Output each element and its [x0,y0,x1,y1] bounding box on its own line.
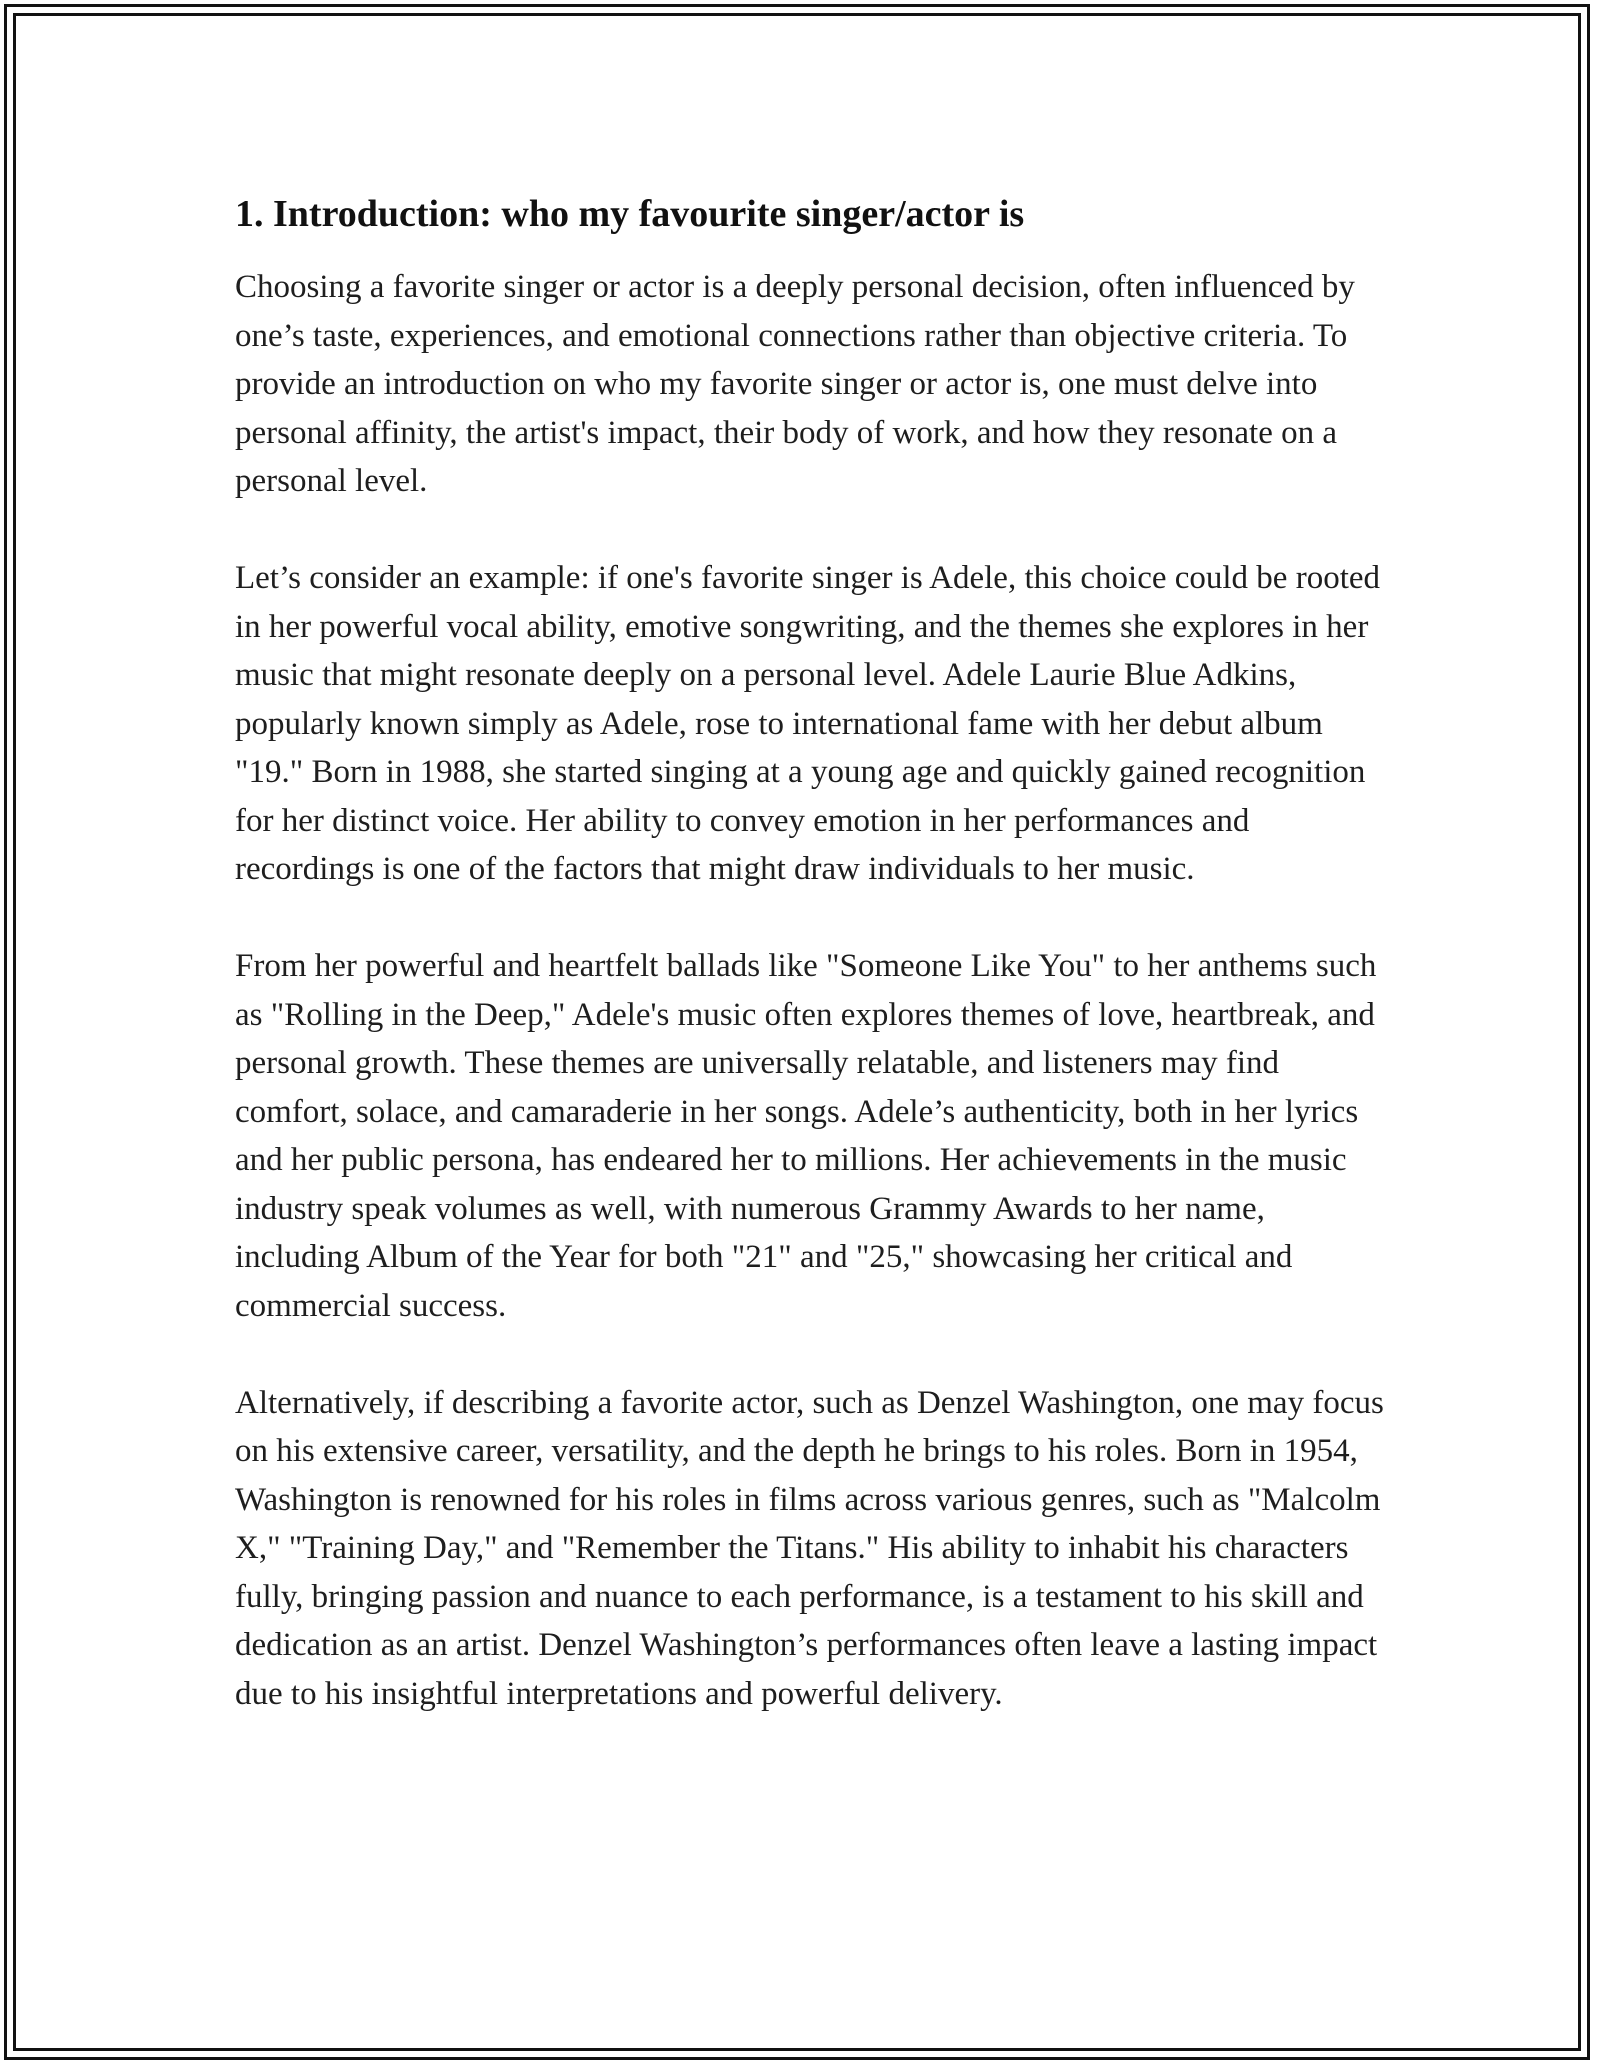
section-heading: 1. Introduction: who my favourite singer/actor is [235,193,1025,235]
paragraph-denzel-washington: Alternatively, if describing a favorite actor, such as Denzel Washington, one may focus on his extensive career, versatility, and the depth he brings to his roles. Born in 1954, Washington is renowned for his roles in films across various genres, such as "Malcolm X," "Training Day," and "Remember the Titans." His ability to inhabit his characters fully, bringing passion and nuance to each performance, is a testament to his skill and dedication as an artist. Denzel Washington’s performances often leave a lasting impact due to his insightful interpretations and powerful delivery. [235,1384,1384,1712]
paragraph-adele-example: Let’s consider an example: if one's favorite singer is Adele, this choice could be rooted in her powerful vocal ability, emotive songwriting, and the themes she explores in her music that might resonate deeply on a personal level. Adele Laurie Blue Adkins, popularly known simply as Adele, rose to international fame with her debut album "19." Born in 1988, she started singing at a young age and quickly gained recognition for her distinct voice. Her ability to convey emotion in her performances and recordings is one of the factors that might draw individuals to her music. [235,560,1381,887]
paragraph-intro: Choosing a favorite singer or actor is a deeply personal decision, often influenced by one’s taste, experiences, and emotional connections rather than objective criteria. To provide an introduction on who my favorite singer or actor is, one must delve into personal affinity, the artist's impact, their body of work, and how they resonate on a personal level. [235,269,1355,499]
document-body [235,186,1385,1767]
paragraph-adele-music: From her powerful and heartfelt ballads like "Someone Like You" to her anthems such as "Rolling in the Deep," Adele's music often explores themes of love, heartbreak, and personal growth. These themes are universally relatable, and listeners may find comfort, solace, and camaraderie in her songs. Adele’s authenticity, both in her lyrics and her public persona, has endeared her to millions. Her achievements in the music industry speak volumes as well, with numerous Grammy Awards to her name, including Album of the Year for both "21" and "25," showcasing her critical and commercial success. [235,948,1377,1324]
